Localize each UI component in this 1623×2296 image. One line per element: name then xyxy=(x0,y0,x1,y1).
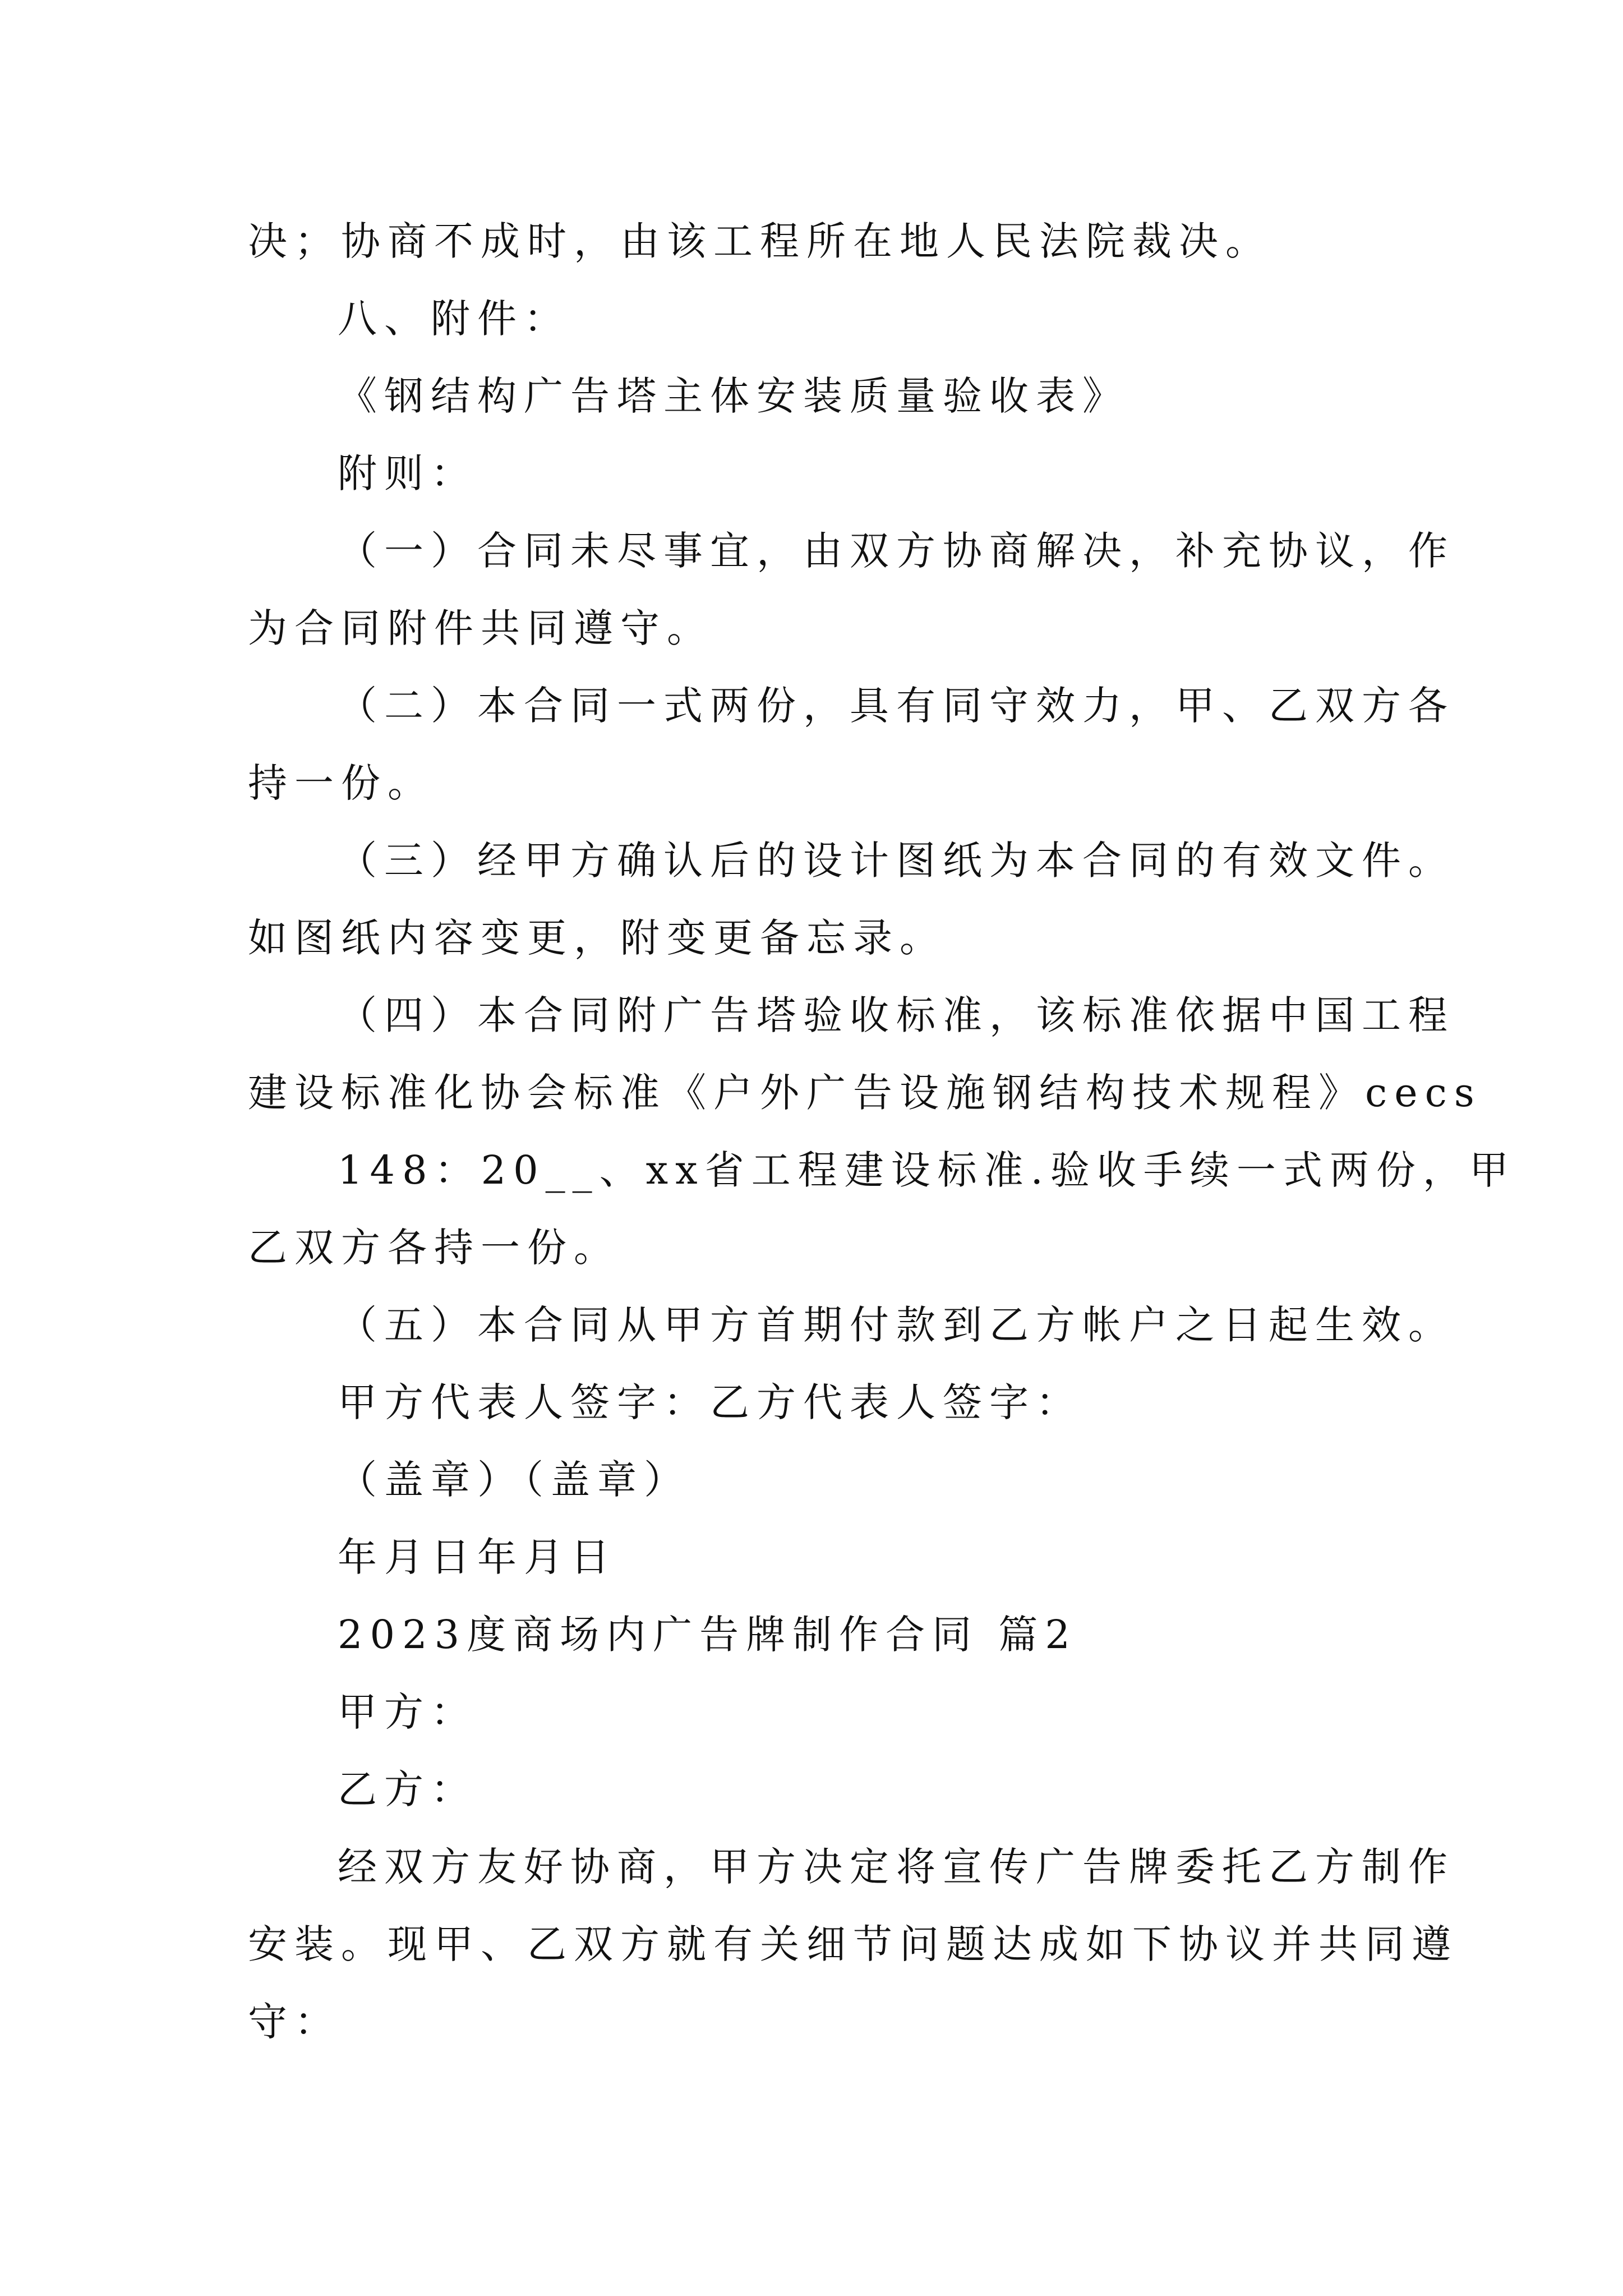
text-line-20: 甲方： xyxy=(338,1689,477,1735)
text-line-1: 决；协商不成时，由该工程所在地人民法院裁决。 xyxy=(248,218,1272,264)
text-line-22: 经双方友好协商，甲方决定将宣传广告牌委托乙方制作 xyxy=(338,1844,1455,1890)
text-line-10: 如图纸内容变更，附变更备忘录。 xyxy=(248,915,946,961)
text-line-8: 持一份。 xyxy=(248,760,434,806)
text-line-3: 《钢结构广告塔主体安装质量验收表》 xyxy=(338,373,1129,419)
text-line-5: （一）合同未尽事宜，由双方协商解决，补充协议，作 xyxy=(338,528,1455,574)
text-line-21: 乙方： xyxy=(338,1766,477,1812)
text-line-23: 安装。现甲、乙双方就有关细节问题达成如下协议并共同遵 xyxy=(248,1921,1458,1967)
text-line-15: （五）本合同从甲方首期付款到乙方帐户之日起生效。 xyxy=(338,1302,1455,1348)
text-line-12: 建设标准化协会标准《户外广告设施钢结构技术规程》cecs xyxy=(248,1070,1482,1116)
text-line-16: 甲方代表人签字：乙方代表人签字： xyxy=(338,1379,1082,1425)
text-line-18: 年月日年月日 xyxy=(338,1534,617,1580)
text-line-4: 附则： xyxy=(338,450,477,496)
text-line-13: 148：20__、xx省工程建设标准.验收手续一式两份，甲 xyxy=(338,1147,1516,1193)
text-line-24: 守： xyxy=(248,1999,341,2045)
text-line-9: （三）经甲方确认后的设计图纸为本合同的有效文件。 xyxy=(338,838,1455,884)
text-line-14: 乙双方各持一份。 xyxy=(248,1225,620,1271)
text-line-17: （盖章）（盖章） xyxy=(338,1457,690,1503)
text-line-2: 八、附件： xyxy=(338,296,570,342)
text-line-6: 为合同附件共同遵守。 xyxy=(248,605,713,651)
text-line-7: （二）本合同一式两份，具有同守效力，甲、乙双方各 xyxy=(338,683,1455,729)
text-line-11: （四）本合同附广告塔验收标准，该标准依据中国工程 xyxy=(338,992,1455,1038)
text-line-19: 2023度商场内广告牌制作合同 篇2 xyxy=(338,1612,1077,1658)
